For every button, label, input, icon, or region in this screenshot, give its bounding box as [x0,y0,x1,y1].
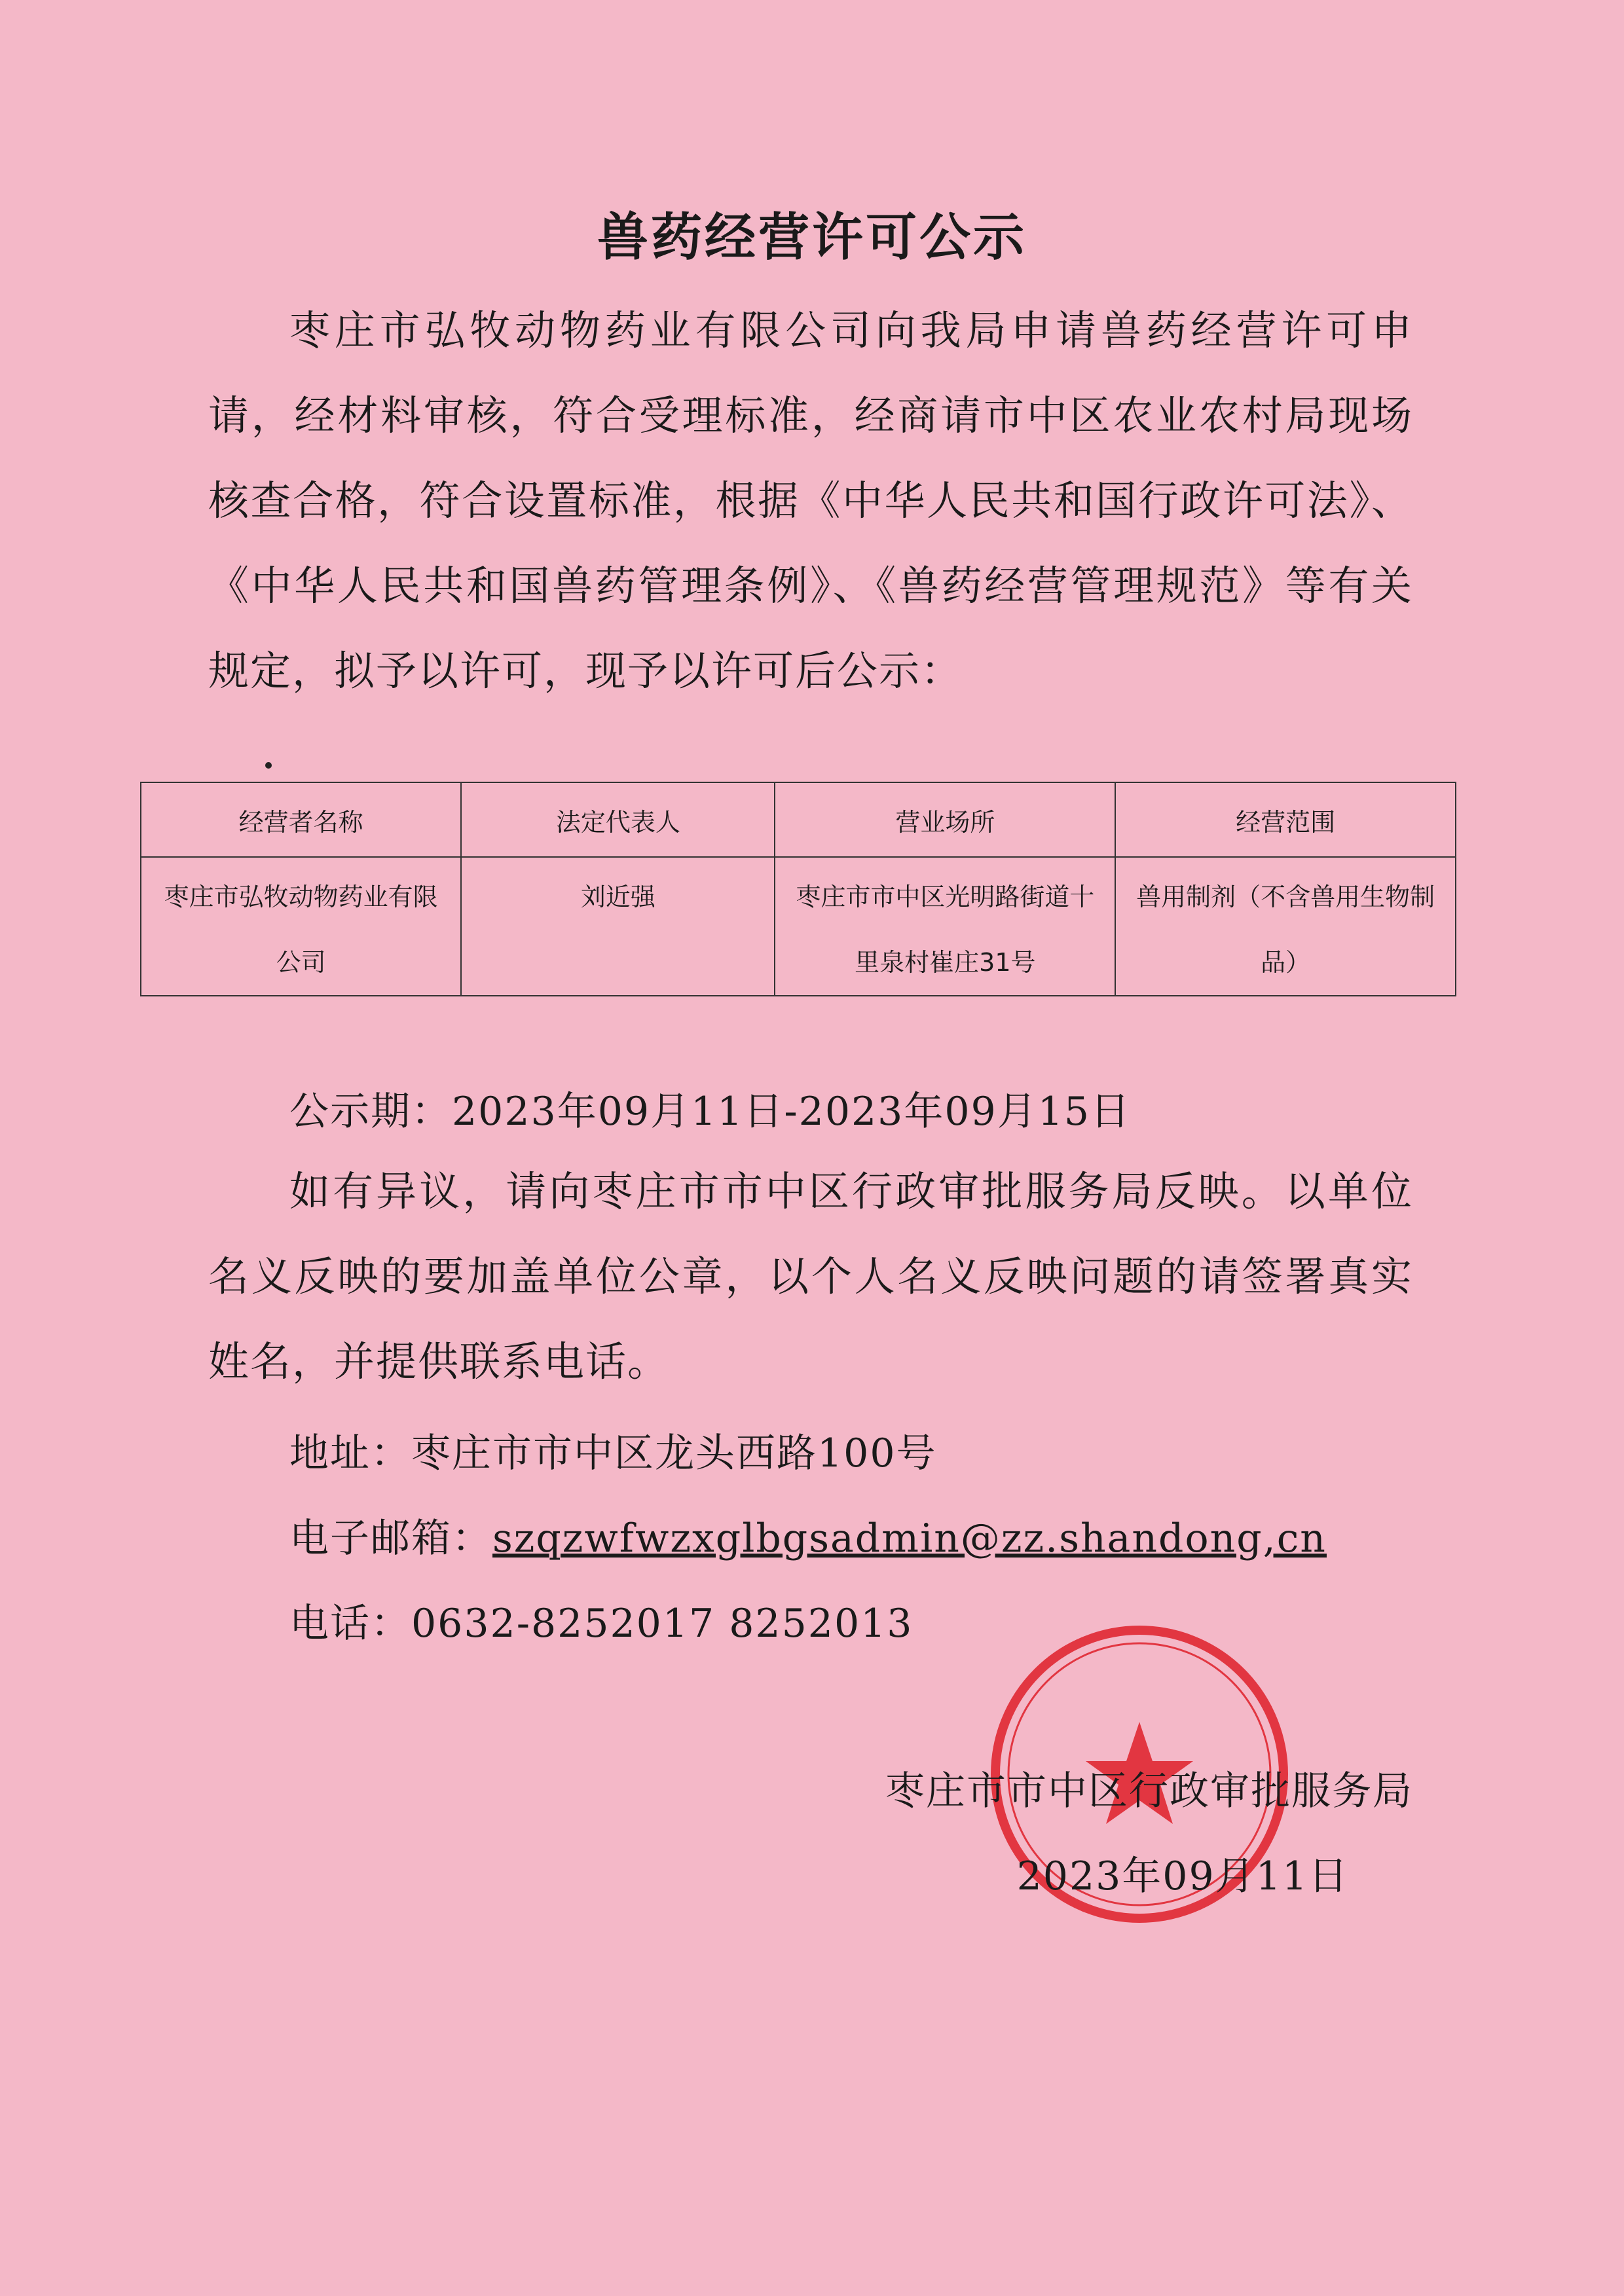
intro-paragraph: 枣庄市弘牧动物药业有限公司向我局申请兽药经营许可申请，经材料审核，符合受理标准，经商请市中区农业农村局现场核查合格，符合设置标准，根据《中华人民共和国行政许可法》、《中华人民共和国兽药管理条例》、《兽药经营管理规范》等有关规定，拟予以许可，现予以许可后公示： [208,306,1413,695]
contact-email-line [289,1507,1327,1563]
header-legal-representative: 法定代表人 [461,782,775,857]
stray-dot [265,762,272,769]
header-business-scope: 经营范围 [1115,782,1456,857]
table-row [141,857,1456,996]
document-title: 兽药经营许可公示 [597,208,1027,267]
email-label: 电子邮箱： [289,1516,492,1561]
notice-period: 公示期：2023年09月11日-2023年09月15日 [289,1089,1132,1135]
cell-business-scope: 兽用制剂（不含兽用生物制品） [1115,857,1456,996]
header-operator-name: 经营者名称 [141,782,461,857]
header-business-premises: 营业场所 [775,782,1115,857]
permit-table [140,782,1456,996]
cell-legal-representative: 刘近强 [461,857,775,996]
table-header-row [141,782,1456,857]
cell-operator-name: 枣庄市弘牧动物药业有限公司 [141,857,461,996]
email-link[interactable]: szqzwfwzxglbgsadmin@zz.shandong,cn [492,1516,1327,1561]
cell-business-premises: 枣庄市市中区光明路街道十里泉村崔庄31号 [775,857,1115,996]
signing-date: 2023年09月11日 [1016,1853,1349,1899]
objection-paragraph: 如有异议，请向枣庄市市中区行政审批服务局反映。以单位名义反映的要加盖单位公章，以个人名义反映问题的请签署真实姓名，并提供联系电话。 [208,1167,1413,1385]
contact-phone: 电话：0632-8252017 8252013 [289,1601,913,1647]
contact-address: 地址：枣庄市市中区龙头西路100号 [289,1430,937,1476]
signing-agency: 枣庄市市中区行政审批服务局 [885,1768,1413,1814]
